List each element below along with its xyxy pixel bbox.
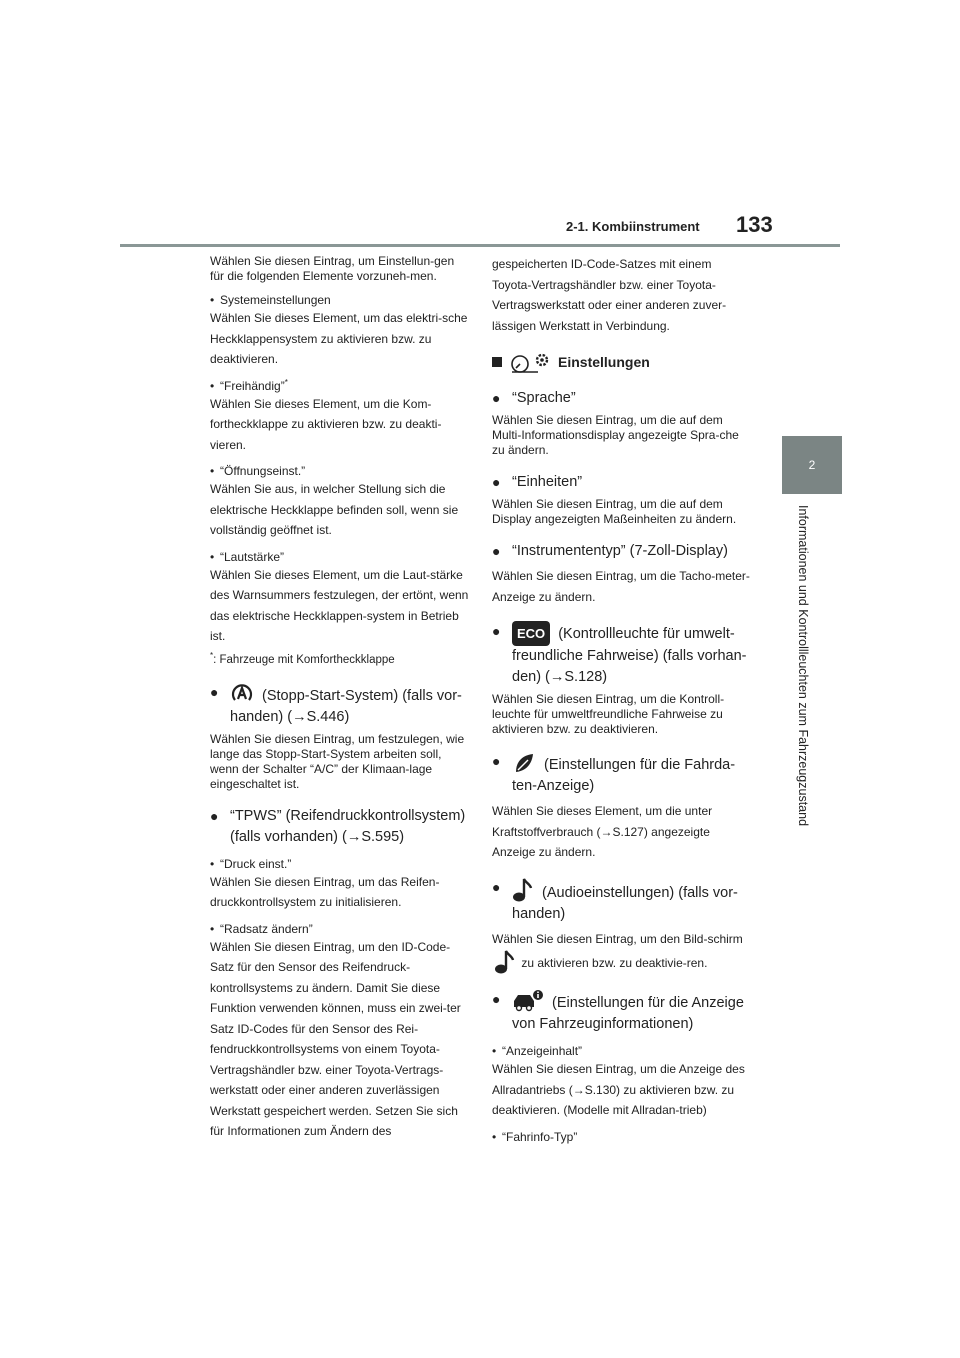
bullet-heading: ● “Instrumententyp” (7-Zoll-Display) — [492, 543, 728, 559]
item-description: Wählen Sie diesen Eintrag, um die auf dem Display angezeigten Maßeinheiten zu ändern. — [492, 497, 737, 526]
left-column — [210, 254, 470, 1144]
footnote: *: Fahrzeuge mit Komfortheckklappe — [210, 650, 395, 666]
intro-text: Wählen Sie diesen Eintrag, um Einstellun-gen für die folgenden Elemente vorzuneh-men. — [210, 254, 455, 283]
header-rule — [120, 244, 840, 247]
item-description: Wählen Sie dieses Element, um die Kom-fortheckklappe zu aktivieren bzw. zu deakti-vieren. — [210, 396, 442, 452]
list-item: • “Lautstärke” — [210, 549, 285, 564]
vehicle-info-icon — [512, 989, 544, 1013]
item-description: Wählen Sie dieses Element, um die Laut-stärke des Warnsummers festzulegen, der ertönt, wenn das elektrische Heckklappen-system in Betrieb ist. — [210, 567, 469, 643]
settings-gauge-icon — [508, 350, 552, 374]
item-description: Wählen Sie dieses Element, um das elektri-sche Heckklappensystem zu aktivieren bzw. zu deaktivieren. — [210, 311, 468, 366]
leaf-icon — [512, 751, 536, 775]
list-item: • “Druck einst.” — [210, 856, 292, 871]
bullet-heading: ● “TPWS” (Reifendruckkontrollsystem) (falls vorhanden) (→S.595) — [210, 807, 466, 845]
section-heading: Einstellungen — [492, 350, 752, 374]
list-item: • “Öffnungseinst.” — [210, 464, 306, 478]
item-description: Wählen Sie diesen Eintrag, um die Anzeige des Allradantriebs (→S.130) zu aktivieren bzw. zu deaktivieren. (Modelle mit Allradan-trieb) — [492, 1062, 745, 1117]
item-description: Wählen Sie diesen Eintrag, um festzulegen, wie lange das Stopp-Start-System arbeiten soll, wenn der Schalter “A/C” der Klimaan-lage eingeschaltet ist. — [210, 731, 465, 791]
stop-start-icon — [230, 682, 254, 706]
section-header: 2-1. Kombiinstrument — [566, 219, 700, 234]
item-description: Wählen Sie aus, in welcher Stellung sich die elektrische Heckklappe befinden soll, wenn sie vollständig geöffnet ist. — [210, 482, 459, 537]
item-description: Wählen Sie diesen Eintrag, um den ID-Code-Satz für den Sensor des Reifendruck-kontrollsystems zu ändern. Damit Sie diese Funktion verwenden können, muss ein zwei-ter Satz ID-Codes für den Sensor des Rei-fendruckkontrollsystems von einem Toyota-Vertragshändler bzw. einer Toyota-Vertrags-werkstatt oder einer anderen zuverlässigen Werkstatt gespeichert werden. Setzen Sie sich für Informationen zum Ändern des — [210, 939, 461, 1138]
list-item: • Systemeinstellungen — [210, 293, 331, 307]
bullet-heading: ● (Einstellungen für die Fahrda-ten-Anzeige) — [492, 753, 736, 794]
bullet-heading: ● (Audioeinstellungen) (falls vor-handen) — [492, 878, 738, 922]
item-description: Wählen Sie diesen Eintrag, um die Tacho-meter-Anzeige zu ändern. — [492, 569, 750, 604]
square-bullet-icon — [492, 357, 502, 367]
bullet-heading: ● “Sprache” — [492, 390, 576, 406]
list-item: • “Freihändig”* — [210, 377, 288, 393]
footnote-marker: * — [284, 377, 288, 387]
item-description: Wählen Sie dieses Element, um die unter Kraftstoffverbrauch (→S.127) angezeigte Anzeige zu ändern. — [492, 804, 713, 859]
list-item: • “Radsatz ändern” — [210, 921, 313, 936]
right-column — [492, 254, 752, 1145]
bullet-heading: ● ECO (Kontrollleuchte für umwelt-freundliche Fahrweise) (falls vorhan-den) (→S.128) — [492, 623, 747, 685]
item-description: Wählen Sie diesen Eintrag, um den Bild-schirm zu aktivieren bzw. zu deaktivie-ren. — [492, 929, 752, 976]
list-item: • “Anzeigeinhalt” — [492, 1044, 583, 1058]
chapter-tab: 2 — [782, 436, 842, 494]
eco-icon: ECO — [512, 621, 550, 646]
page-number: 133 — [736, 212, 773, 237]
bullet-heading: ● “Einheiten” — [492, 474, 583, 490]
item-description: Wählen Sie diesen Eintrag, um die Kontroll-leuchte für umweltfreundliche Fahrweise zu aktivieren bzw. zu deaktivieren. — [492, 692, 725, 736]
list-item: • “Fahrinfo-Typ” — [492, 1129, 578, 1144]
bullet-heading: ● (Stopp-Start-System) (falls vor-handen) (→S.446) — [210, 683, 462, 725]
music-note-icon — [494, 949, 516, 975]
chapter-title: Informationen und Kontrollleuchten zum Fahrzeugzustand — [796, 505, 810, 827]
item-description: Wählen Sie diesen Eintrag, um das Reifen-druckkontrollsystem zu initialisieren. — [210, 874, 440, 909]
continued-text: gespeicherten ID-Code-Satzes mit einem Toyota-Vertragshändler bzw. einer Toyota-Vertragswerkstatt oder einer anderen zuver-lässigen Werkstatt in Verbindung. — [492, 257, 727, 333]
item-description: Wählen Sie diesen Eintrag, um die auf dem Multi-Informationsdisplay angezeigte Spra-che zu ändern. — [492, 413, 739, 457]
bullet-heading: ● (Einstellungen für die Anzeige von Fahrzeuginformationen) — [492, 991, 744, 1032]
music-note-icon — [512, 877, 534, 903]
